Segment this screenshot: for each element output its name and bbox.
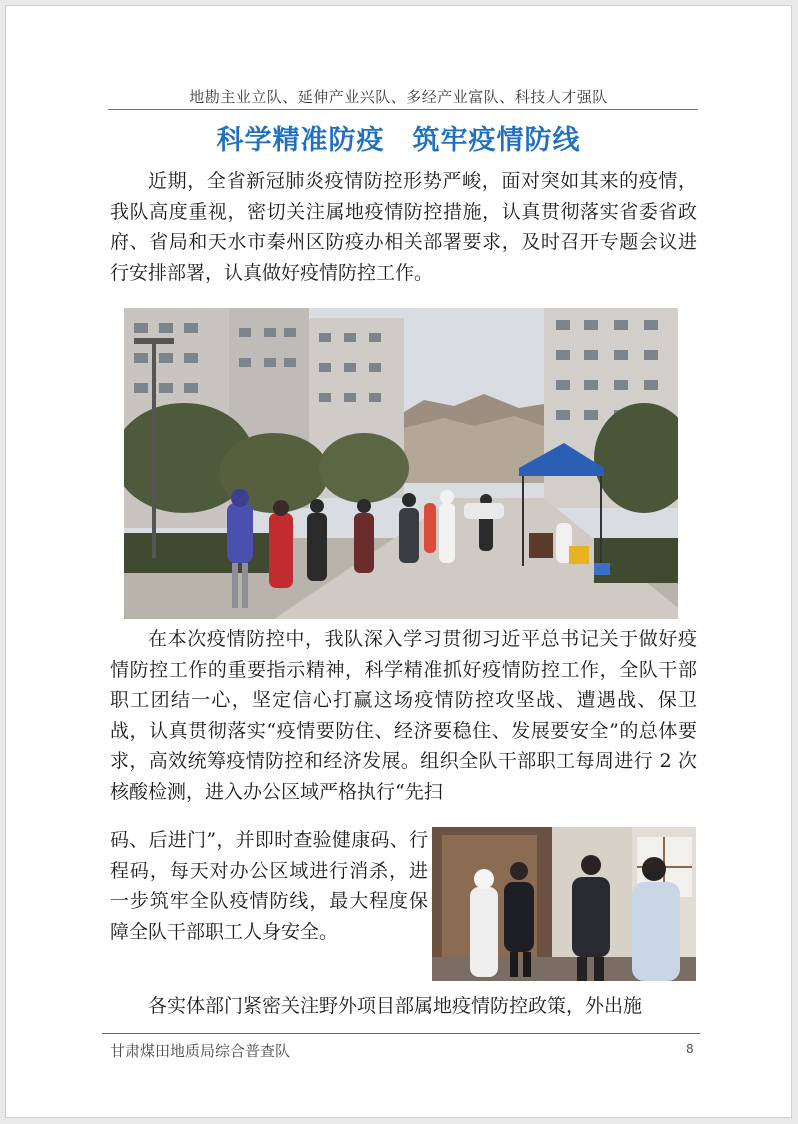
footer-rule — [102, 1033, 700, 1034]
photo-testing-queue — [124, 308, 678, 619]
paragraph-intro: 近期，全省新冠肺炎疫情防控形势严峻，面对突如其来的疫情，我队高度重视，密切关注属地疫情防控措施，认真贯彻落实省委省政府、省局和天水市秦州区防疫办相关部署要求，及时召开专题会议进行安排部署，认真做好疫情防控工作。 — [110, 170, 697, 284]
page-header: 地勘主业立队、延伸产业兴队、多经产业富队、科技人才强队 — [189, 88, 608, 106]
article-title: 科学精准防疫 筑牢疫情防线 — [216, 125, 581, 156]
photo-entrance-check — [432, 827, 696, 981]
paragraph-measures-cont: 码、后进门”，并即时查验健康码、行程码，每天对办公区域进行消杀，进一步筑牢全队疫情防线，最大程度保障全队干部职工人身安全。 — [110, 829, 428, 943]
document-page — [5, 5, 792, 1118]
page-number: 8 — [686, 1042, 694, 1056]
paragraph-measures: 在本次疫情防控中，我队深入学习贯彻习近平总书记关于做好疫情防控工作的重要指示精神，科学精准抓好疫情防控工作，全队干部职工团结一心，坚定信心打赢这场疫情防控攻坚战、遭遇战、保卫战，认真贯彻落实“疫情要防住、经济要稳住、发展要安全”的总体要求，高效统筹疫情防控和经济发展。组织全队干部职工每周进行 2 次核酸检测，进入办公区域严格执行“先扫 — [110, 628, 697, 803]
footer-organization: 甘肃煤田地质局综合普查队 — [110, 1042, 291, 1060]
paragraph-field-projects: 各实体部门紧密关注野外项目部属地疫情防控政策，外出施 — [148, 995, 643, 1017]
header-rule — [108, 109, 698, 110]
